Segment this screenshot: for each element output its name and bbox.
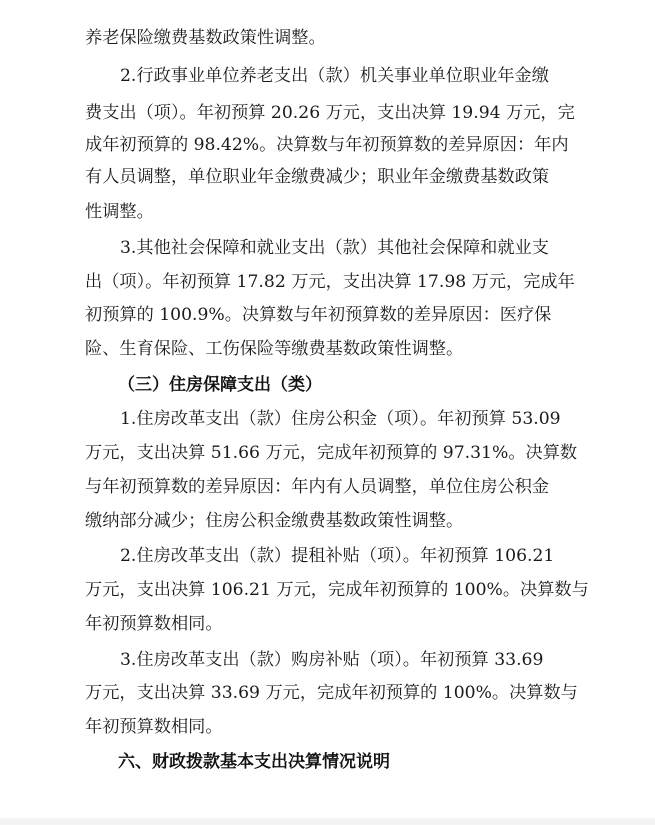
body-text-line: 险、生育保险、工伤保险等缴费基数政策性调整。 (85, 339, 464, 359)
housing-paragraph-3-line-1: 3.住房改革支出（款）购房补贴（项）。年初预算 33.69 (120, 650, 544, 670)
body-text-line: 万元，支出决算 106.21 万元，完成年初预算的 100%。决算数与 (85, 580, 589, 600)
body-text-line: 年初预算数相同。 (85, 717, 223, 737)
page-bottom-edge (0, 818, 655, 825)
body-text-line: 年初预算数相同。 (85, 614, 223, 634)
body-text-line: 成年初预算的 98.42%。决算数与年初预算数的差异原因：年内 (85, 135, 569, 155)
paragraph-2-line-1: 2.行政事业单位养老支出（款）机关事业单位职业年金缴 (120, 66, 549, 86)
body-text-line: 出（项）。年初预算 17.82 万元，支出决算 17.98 万元，完成年 (85, 272, 575, 292)
body-text-line: 万元，支出决算 51.66 万元，完成年初预算的 97.31%。决算数 (85, 443, 578, 463)
body-text-line: 缴纳部分减少；住房公积金缴费基数政策性调整。 (85, 511, 464, 531)
body-text-line: 费支出（项）。年初预算 20.26 万元，支出决算 19.94 万元，完 (85, 103, 575, 123)
housing-paragraph-2-line-1: 2.住房改革支出（款）提租补贴（项）。年初预算 106.21 (120, 546, 555, 566)
body-text-line: 万元，支出决算 33.69 万元，完成年初预算的 100%。决算数与 (85, 683, 578, 703)
body-text-line: 与年初预算数的差异原因：年内有人员调整，单位住房公积金 (85, 477, 550, 497)
paragraph-3-line-1: 3.其他社会保障和就业支出（款）其他社会保障和就业支 (120, 238, 549, 258)
body-text-line: 有人员调整，单位职业年金缴费减少；职业年金缴费基数政策 (85, 167, 550, 187)
body-text-line: 养老保险缴费基数政策性调整。 (85, 28, 326, 48)
body-text-line: 性调整。 (85, 202, 154, 222)
section-heading-basic-expenditure: 六、财政拨款基本支出决算情况说明 (118, 752, 390, 772)
housing-paragraph-1-line-1: 1.住房改革支出（款）住房公积金（项）。年初预算 53.09 (120, 409, 561, 429)
section-heading-housing: （三）住房保障支出（类） (118, 375, 322, 395)
body-text-line: 初预算的 100.9%。决算数与年初预算数的差异原因：医疗保 (85, 305, 552, 325)
